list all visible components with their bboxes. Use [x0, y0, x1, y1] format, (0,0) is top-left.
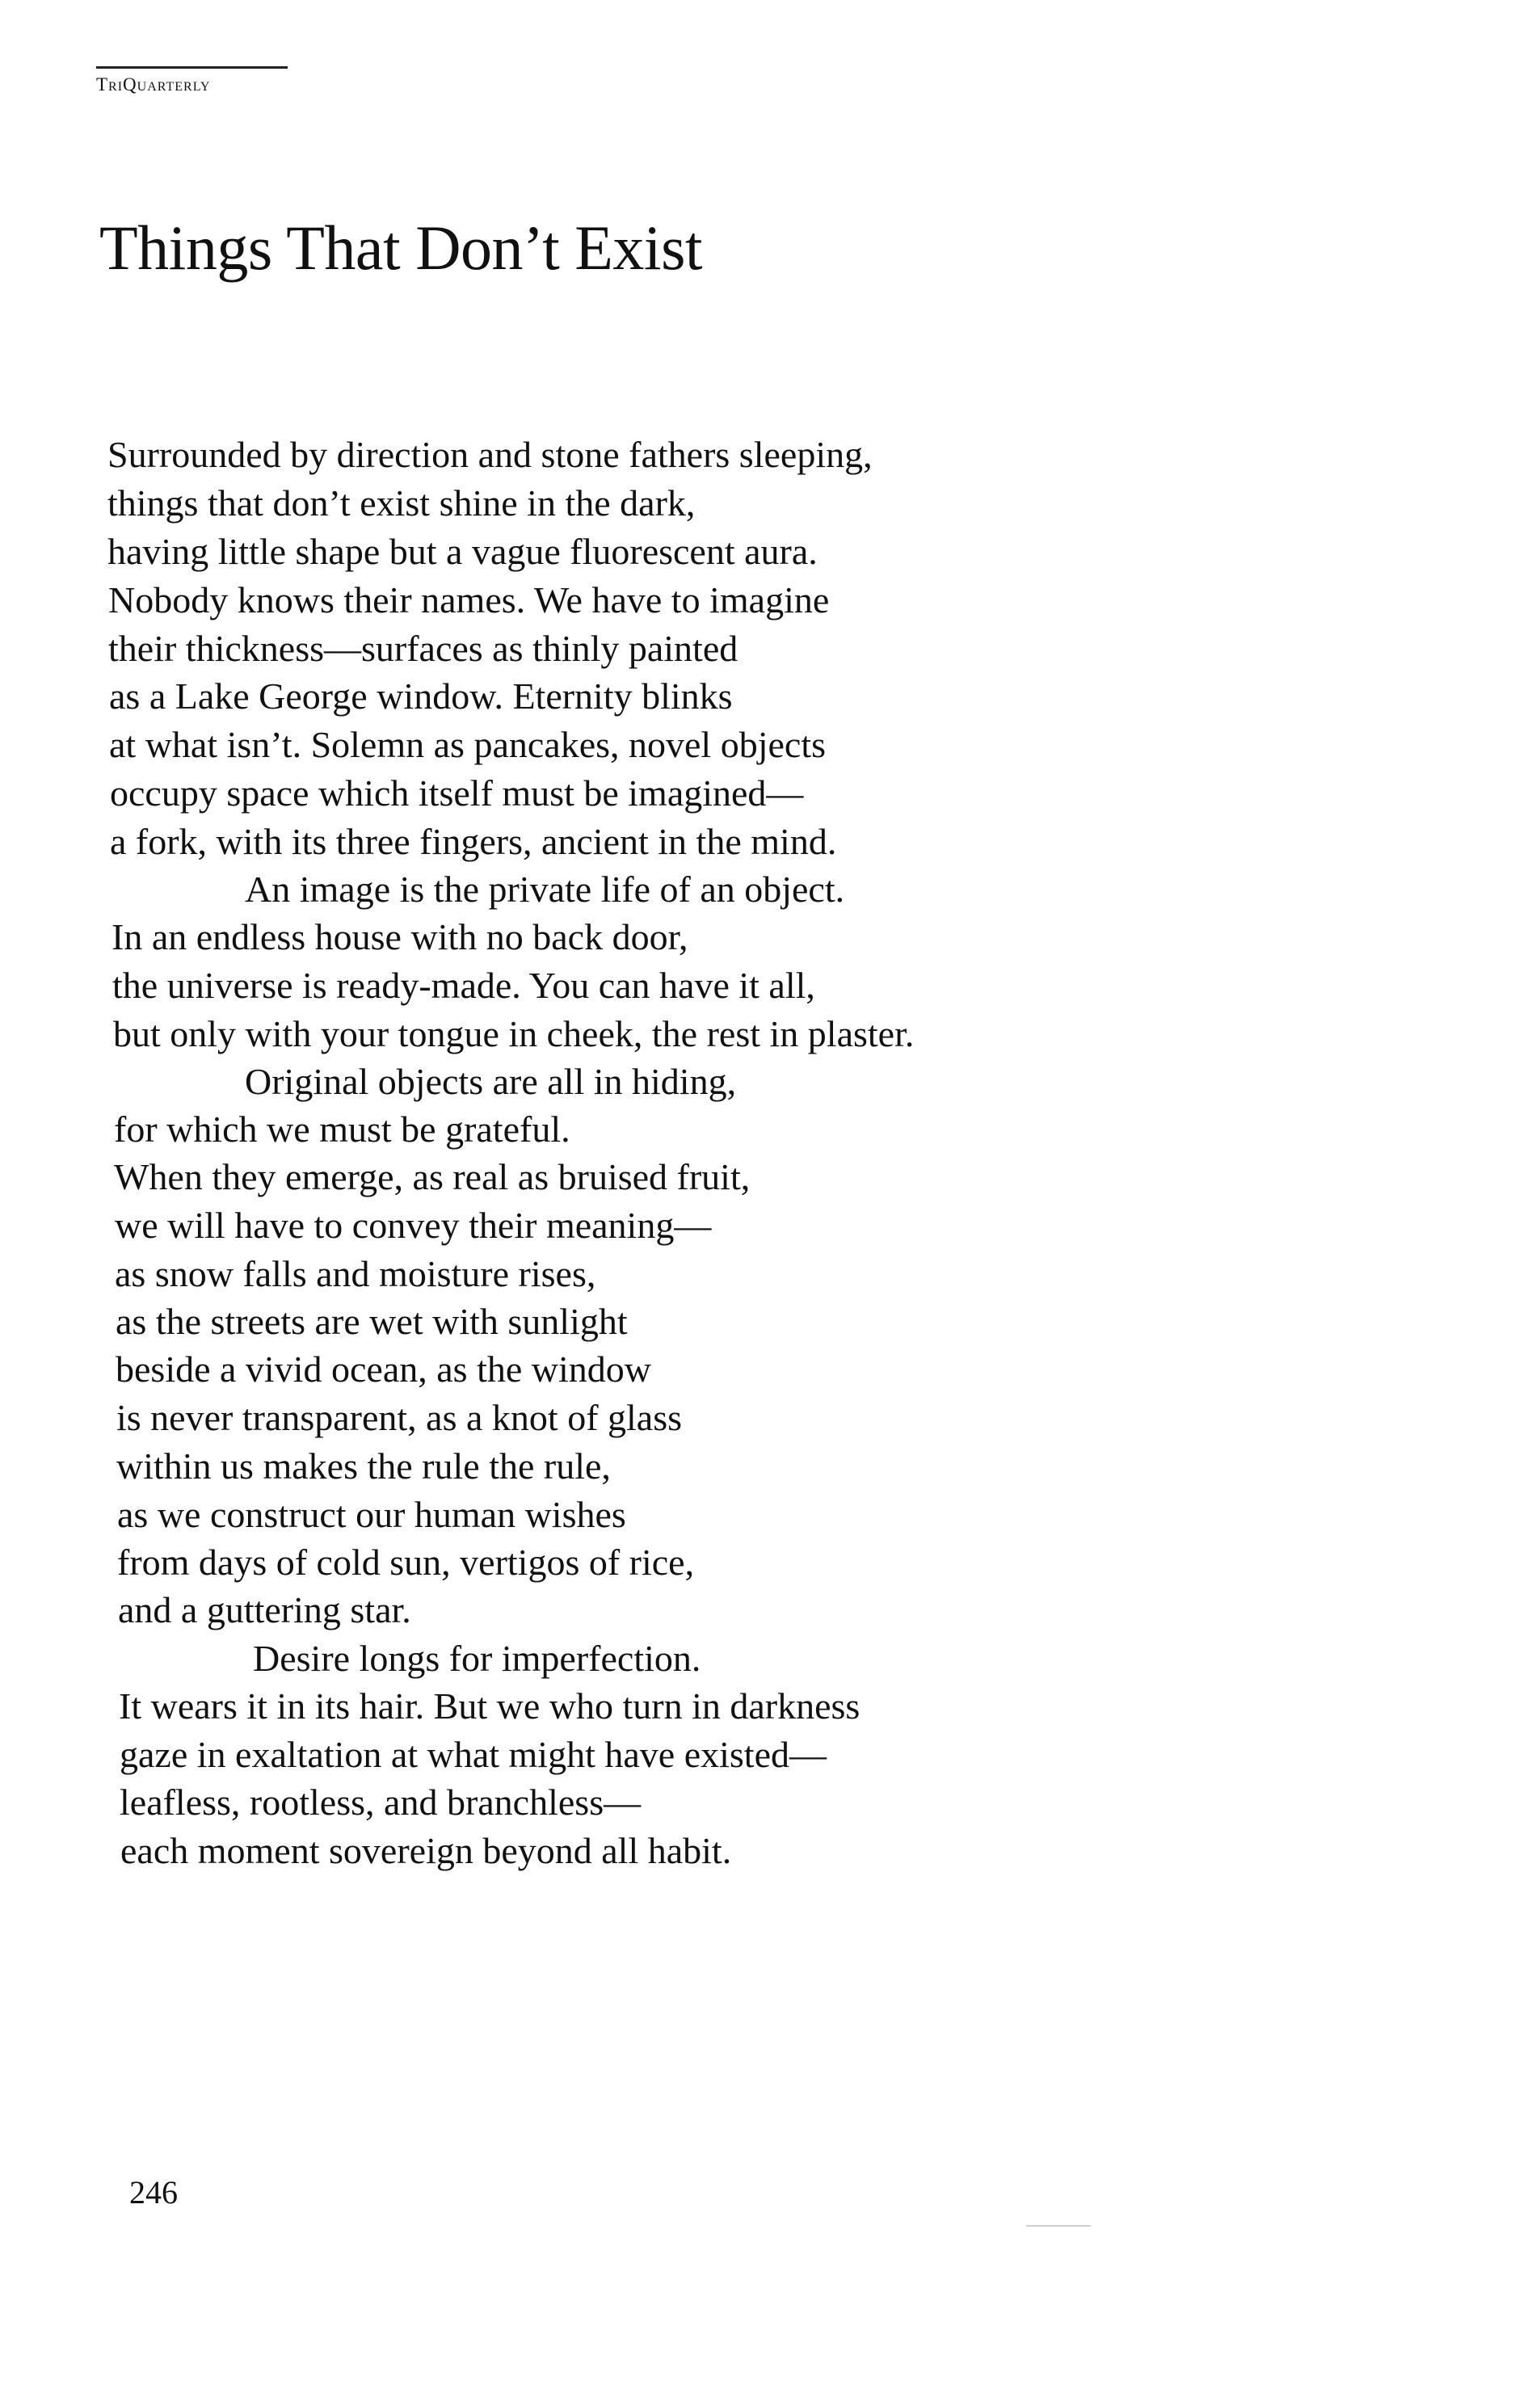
poem-line: Nobody knows their names. We have to imagine	[108, 579, 830, 620]
poem-line: things that don’t exist shine in the dark,	[107, 482, 696, 524]
poem-line: each moment sovereign beyond all habit.	[120, 1830, 732, 1871]
poem-line: Original objects are all in hiding,	[245, 1061, 737, 1102]
poem-line: leafless, rootless, and branchless—	[120, 1782, 642, 1823]
poem-line: within us makes the rule the rule,	[116, 1445, 611, 1487]
poem-line: from days of cold sun, vertigos of rice,	[117, 1542, 695, 1583]
page-number: 246	[129, 2174, 178, 2211]
poem-line: occupy space which itself must be imagined—	[110, 772, 804, 814]
poem-line: as snow falls and moisture rises,	[115, 1253, 596, 1294]
poem-line: In an endless house with no back door,	[112, 916, 688, 957]
poem-line: but only with your tongue in cheek, the rest in plaster.	[113, 1013, 915, 1054]
poem-line: An image is the private life of an object.	[245, 869, 845, 910]
poem-line: for which we must be grateful.	[114, 1108, 570, 1150]
poem-line: as the streets are wet with sunlight	[116, 1301, 628, 1342]
running-head: TriQuarterly	[96, 74, 211, 95]
poem-line: their thickness—surfaces as thinly painted	[108, 628, 738, 669]
poem-title: Things That Don’t Exist	[99, 212, 703, 283]
poem-line: having little shape but a vague fluorescent aura.	[107, 531, 818, 572]
poem-line: at what isn’t. Solemn as pancakes, novel objects	[109, 724, 827, 765]
poem-line: the universe is ready-made. You can have it all,	[112, 965, 815, 1006]
poem-line: as a Lake George window. Eternity blinks	[109, 675, 733, 717]
poem-line: Surrounded by direction and stone fathers sleeping,	[107, 434, 873, 475]
poem-line: as we construct our human wishes	[117, 1494, 626, 1535]
poem-line: is never transparent, as a knot of glass	[116, 1397, 683, 1438]
scan-artifact-line	[1026, 2225, 1091, 2227]
poem-line: beside a vivid ocean, as the window	[116, 1348, 651, 1390]
poem-line: we will have to convey their meaning—	[115, 1205, 712, 1246]
poem-line: a fork, with its three fingers, ancient in the mind.	[110, 821, 837, 862]
poem-line: It wears it in its hair. But we who turn in darkness	[119, 1685, 860, 1727]
poem-line: gaze in exaltation at what might have existed—	[120, 1734, 827, 1775]
poem-line: Desire longs for imperfection.	[253, 1638, 701, 1679]
poem-line: and a guttering star.	[118, 1589, 411, 1630]
poem-line: When they emerge, as real as bruised fruit,	[114, 1156, 751, 1197]
